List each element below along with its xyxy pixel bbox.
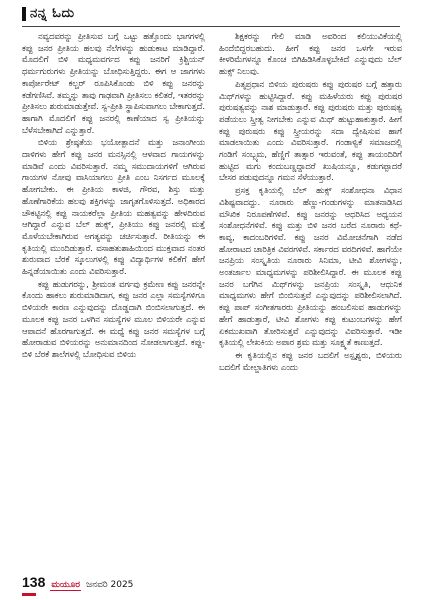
issue-date: ಜನವರಿ 2025: [86, 580, 134, 590]
article-column-left: [22, 31, 205, 569]
header-divider: [22, 26, 400, 27]
paragraph: ಈ ಕೃತಿಯಲ್ಲಿನ ಕಪ್ಪು ಜನರ ಬದಲಿಗೆ ಅಸ್ಪೃಶ್ಯರು, ಬಿಳಿಯರು ಬದಲಿಗೆ ಮೇಲ್ಜಾತಿಗಳು ಎಂದು: [219, 349, 402, 372]
section-header: [22, 6, 75, 21]
footer-accent-bar: [22, 593, 36, 596]
article-body: [22, 31, 402, 569]
paragraph: ನವ್ಯದವರನ್ನು ಪ್ರೀತಿಸುವ ಬಗ್ಗೆ ಒಟ್ಟು ಹತ್ತೊಂದು ಭಾಗಗಳಲ್ಲಿ ಕಪ್ಪು ಜನರ ಪ್ರೀತಿಯ ಹಲವು ನೆಲೆಗಳನ್ನು ಹುಡುಕಾಟ ಮಾಡಿದ್ದಾರೆ. ಮೊದಲಿಗೆ ಬಿಳಿ ಮಧ್ಯಮವರ್ಗದ ಕಪ್ಪು ಜನರಿಗೆ ಕ್ರಿಶ್ಚಿಯನ್ ಧರ್ಮಗುರುಗಳು ಪ್ರೀತಿಯನ್ನು ಬೋಧಿಸುತ್ತಿದ್ದರು. ಈಗ ಆ ಜಾಗಗಳು ಕಾರ್ಪೋರೇಟ್ ಕಲ್ಚರ್ ರೂಪಿಸಿಕೊಂಡು ಬಿಳಿ ಕಪ್ಪು ಜನರನ್ನು ಕಡೆಗಣಿಸಿವೆ. ತಮ್ಮನ್ನು ತಾವು ಗಾಢವಾಗಿ ಪ್ರೀತಿಸಲು ಕಲಿತರೆ, ಇತರರನ್ನು ಪ್ರೀತಿಸಲು ಶುರುಮಾಡುತ್ತೇವೆ. ಸ್ವ-ಪ್ರೀತಿ ಸ್ಥಾಪಿಸುವಾಗಲು ಬೇಕಾಗುತ್ತದೆ. ಹಾಗಾಗಿ ಮೊದಲಿಗೆ ಕಪ್ಪು ಜನರಲ್ಲಿ ಕಾಣೆಯಾದ ಸ್ವ ಪ್ರೀತಿಯನ್ನು ಬೆಳೆಸಬೇಕಾಗಿದೆ ಎನ್ನುತ್ತಾರೆ.: [22, 31, 205, 135]
paragraph: ಪ್ರಸಕ್ತ ಕೃತಿಯಲ್ಲಿ ಬೆಲ್ ಹುಕ್ಸ್ ಸಂಶೋಧನಾ ವಿಧಾನ ವಿಶಿಷ್ಟವಾದದ್ದು. ನೂರಾರು ಹೆಣ್ಣು-ಗಂಡುಗಳನ್ನು ಮಾತನಾಡಿಸಿದ ಮೌಖಿಕ ನಿರೂಪಣೆಗಳಿವೆ. ಕಪ್ಪು ಜನರನ್ನು ಆಧರಿಸಿದ ಅಧ್ಯಯನ ಸಂಶೋಧನೆಗಳಿವೆ. ಕಪ್ಪು ಮತ್ತು ಬಿಳಿ ಜನರ ಬರೆದ ನೂರಾರು ಕಥೆ-ಕಾವ್ಯ, ಕಾದಂಬರಿಗಳಿವೆ. ಕಪ್ಪು ಜನರ ವಿಮೋಚನೆಗಾಗಿ ನಡೆದ ಹೋರಾಟದ ಚಾರಿತ್ರಿಕ ವಿವರಗಳಿವೆ. ಸರ್ಕಾರದ ವರದಿಗಳಿವೆ. ಹಾಗೆಯೇ ಜನಪ್ರಿಯ ಸಂಸ್ಕೃತಿಯ ನೂರಾರು ಸಿನಿಮಾ, ಟೀವಿ ಶೋಗಳನ್ನು, ಅಂತರ್ಜಾಲ ಮಾಧ್ಯಮಗಳನ್ನು ಪರಿಶೀಲಿಸಿದ್ದಾರೆ. ಈ ಮೂಲಕ ಕಪ್ಪು ಜನರ ಬಗೆಗಿನ ಮಿಥ್‌ಗಳನ್ನು ಜನಪ್ರಿಯ ಸಂಸ್ಕೃತಿ, ಆಧುನಿಕ ಮಾಧ್ಯಮಗಳು ಹೇಗೆ ಬಿಂಬಿಸುತ್ತವೆ ಎನ್ನುವುದನ್ನು ಪರಿಶೀಲಿಸಲಾಗಿದೆ. ಕಪ್ಪು ಪಾಪ್ ಸಂಗೀತಗಾರರು ಪ್ರೀತಿಯನ್ನು ಹಂಬಲಿಸುವ ಹಾಡುಗಳನ್ನು ಹೇಗೆ ಹಾಡುತ್ತಾರೆ, ಟೀವಿ ಶೋಗಳು ಕಪ್ಪು ಕುಟುಂಬಗಳನ್ನು ಹೇಗೆ ಏಕಮುಖವಾಗಿ ತೋರಿಸುತ್ತವೆ ಎನ್ನುವುದನ್ನು ವಿವರಿಸುತ್ತಾರೆ. ಇಡೀ ಕೃತಿಯಲ್ಲಿ ಲೇಖಕಿಯ ಅಪಾರ ಶ್ರಮ ಮತ್ತು ಸೂಕ್ಷ್ಮತೆ ಕಾಣುತ್ತದೆ.: [219, 185, 402, 348]
magazine-logo: ಮಯೂರ: [51, 580, 81, 590]
page-footer: [22, 574, 133, 591]
page-number: 138: [22, 574, 46, 590]
section-marker: [22, 7, 26, 21]
paragraph: ಕಪ್ಪು ಹುಡುಗರನ್ನು, ಶ್ರೀಮಂತ ವರ್ಗವು ಕ್ರಮೇಣ ಕಪ್ಪು ಜನರನ್ನೇ ಕೊಂದು ಹಾಕಲು ಶುರುಮಾಡಿದಾಗ, ಕಪ್ಪು ಜನರ ಎಲ್ಲಾ ಸಮಸ್ಯೆಗಳಿಗೂ ಬಿಳಿಯರೇ ಕಾರಣ ಎನ್ನುವುದನ್ನು ದೊಡ್ಡದಾಗಿ ಬಿಂಬಿಸಲಾಗುತ್ತದೆ. ಈ ಮೂಲಕ ಕಪ್ಪು ಜನರ ಒಳಗಿನ ಸಮಸ್ಯೆಗಳ ಮೂಲ ಬಿಳಿಯರೇ ಎನ್ನುವ ಆಪಾದನೆ ಹೊರಗಾಗುತ್ತದೆ. ಈ ಮಧ್ಯೆ ಕಪ್ಪು ಜನರ ಸಮಸ್ಯೆಗಳ ಬಗ್ಗೆ ಹೋರಾಡುವ ಬಿಳಿಯರನ್ನು ಅನುಮಾನದಿಂದ ನೋಡಲಾಗುತ್ತದೆ. ಕಪ್ಪು-ಬಿಳಿ ಬೆರಕೆ ಶಾಲೆಗಳಲ್ಲಿ ಬೋಧಿಸುವ ಬಿಳಿಯ: [22, 278, 205, 359]
paragraph: ಪಿತೃಪ್ರಧಾನ ಬಿಳಿಯ ಪುರುಷರು ಕಪ್ಪು ಪುರುಷರ ಬಗ್ಗೆ ಹತ್ತಾರು ಮಿಥ್‌ಗಳನ್ನು ಹುಟ್ಟಿಸಿದ್ದಾರೆ. ಕಪ್ಪು ಮಹಿಳೆಯರು ಕಪ್ಪು ಪುರುಷರ ಪುರುಷತ್ವವನ್ನು ನಾಶ ಮಾಡುತ್ತಾರೆ. ಕಪ್ಪು ಪುರುಷರು ಮತ್ತು ಪುರುಷತ್ವ ಪಡೆಯಲು ಸ್ತ್ರೀತ್ವ ನೀಗಬೇಕು ಎನ್ನುವ ಮಿಥ್ ಹುಟ್ಟುಹಾಕುತ್ತಾರೆ. ಹೀಗೆ ಕಪ್ಪು ಪುರುಷರು ಕಪ್ಪು ಸ್ತ್ರೀಯರನ್ನು ಸದಾ ದ್ವೇಷಿಸುವ ಹಾಗೆ ಮಾಡಲಾಯಿತು ಎಂದು ವಿವರಿಸುತ್ತಾರೆ. ಗಂಡಾಳ್ವಿಕೆ ಸಮಾಜದಲ್ಲಿ ಗಂಡಿಗೆ ಸಂಬ್ಬ್ಯಮ, ಹೆಣ್ಣಿಗೆ ತಾತ್ಸಾರ ಇರುವಂತೆ, ಕಪ್ಪು ತಾಯಂದಿರಿಗೆ ಹುಟ್ಟಿದ ಮಗು ಕಂದುಬಣ್ಣದ್ದಾದರೆ ಖುಷಿಯನ್ನೂ, ಕಡುಗಪ್ಪಾದರೆ ಬೇಸರ ಪಡುವುದನ್ನೂ ಗಮನ ಸೆಳೆಯುತ್ತಾರೆ.: [219, 78, 402, 183]
paragraph: ಬಿಳಿಯ ಶ್ರೇಷ್ಠತೆಯ ಭಯೋತ್ಪಾದನೆ ಮತ್ತು ಜನಾಂಗೀಯ ದಾಳಿಗಳು ಹೇಗೆ ಕಪ್ಪು ಜನರ ಮನಸ್ಸಿನಲ್ಲಿ ಆಳವಾದ ಗಾಯಗಳನ್ನು ಮಾಡಿವೆ ಎಂದು ವಿವರಿಸುತ್ತಾರೆ. ನಮ್ಮ ಸಮುದಾಯಗಳಿಗೆ ಆಗಿರುವ ಗಾಯಗಳ ನೋವು ವಾಸಿಯಾಗಲು ಪ್ರೀತಿ ಎಂಬ ನಿಸರ್ಗದ ಮೂಲಕ್ಕೆ ಹೋಗಬೇಕು. ಈ ಪ್ರೀತಿಯ ಕಾಳಜಿ, ಗೌರವ, ಶಿಸ್ತು ಮತ್ತು ಹೊಣೆಗಾರಿಕೆಯ ಹಲವು ಶಕ್ತಿಗಳನ್ನು ಜಾಗೃತಗೊಳಿಸುತ್ತದೆ. ಅಧಿಕಾರದ ಚೌಕಟ್ಟಿನಲ್ಲಿ ಕಪ್ಪು ನಾಯಕರೆಲ್ಲಾ ಪ್ರೀತಿಯ ಮಹತ್ವವನ್ನು ಹೇಳದಿರುವ ಆಗಿದ್ದಾರೆ ಎನ್ನುವ ಬೆಲ್ ಹುಕ್ಸ್, ಪ್ರೀತಿಯು ಕಪ್ಪು ಜನರಲ್ಲಿ ಮತ್ತೆ ಮೊಳೆಯಬೇಕಾಗಿರುವ ಅಗತ್ಯವನ್ನು ಚರ್ಚಿಸುತ್ತಾರೆ. ರೀತಿಯನ್ನು ಈ ಕೃತಿಯಲ್ಲಿ ಮುಂದಿಡುತ್ತಾರೆ. ವಸಾಹತುಶಾಹಿಯಿಂದ ಮುಕ್ತವಾದ ನಂತರ ಶುರುವಾದ ಬೆರಕೆ ಸ್ಕೂಲುಗಳಲ್ಲಿ ಕಪ್ಪು ವಿದ್ಯಾರ್ಥಿಗಳ ಕಲಿಕೆಗೆ ಹೇಗೆ ಹಿನ್ನಡೆಯಾಯಿತು ಎಂದು ವಿವರಿಸುತ್ತಾರೆ.: [22, 137, 205, 277]
paragraph: ಶಿಕ್ಷಕರನ್ನು ಗೇಲಿ ಮಾಡಿ ಅವರಿಂದ ಕಲಿಯುವಿಕೆಯಲ್ಲಿ ಹಿಂದೆಬಿದ್ದರಬಹುದು. ಹೀಗೆ ಕಪ್ಪು ಜನರ ಒಳಗೇ ಇರುವ ಕೀಳರಿಮೆಗಳನ್ನೂ ಕೊಂಚ ಬಿಗಿಹಿಡಿಸಿಕೊಳ್ಳಬೇಕಿದೆ ಎನ್ನುವುದು ಬೆಲ್ ಹುಕ್ಸ್ ನಿಲುವು.: [219, 31, 402, 77]
section-title: ನನ್ನ ಓದು: [30, 6, 75, 21]
article-column-right: [219, 31, 402, 569]
